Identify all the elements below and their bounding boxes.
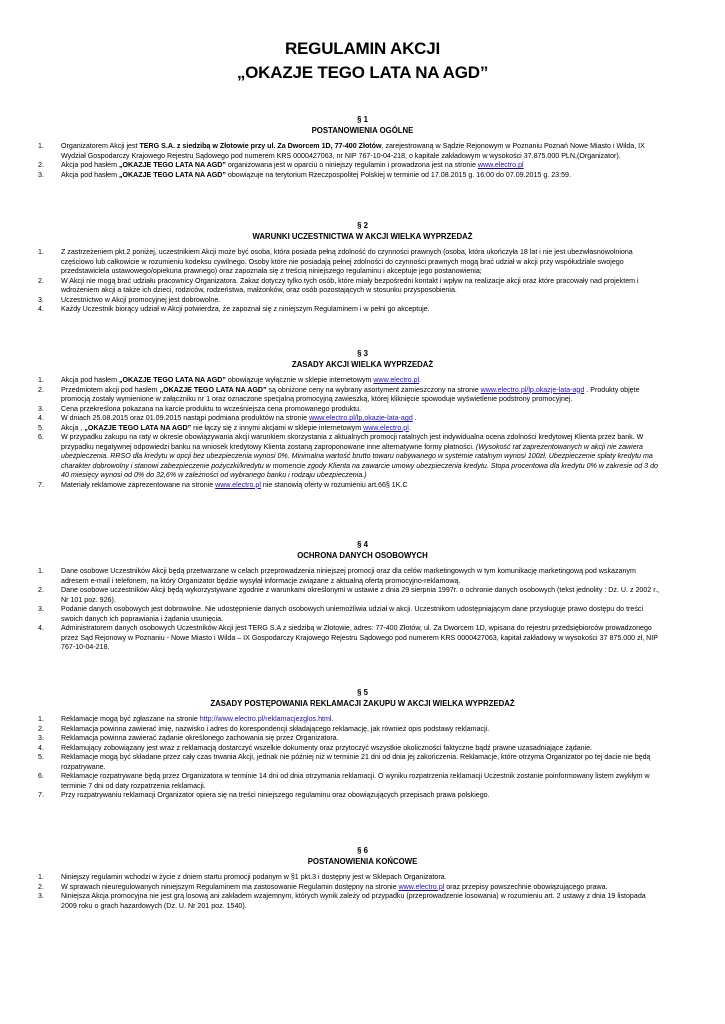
text-run: obowiązuje wyłącznie w sklepie internetowym (225, 376, 374, 384)
document-title-line2: „OKAZJE TEGO LATA NA AGD” (236, 63, 489, 82)
text-run: . (419, 376, 422, 384)
section-list (0, 715, 725, 801)
list-item-text (61, 277, 639, 295)
list-item (0, 277, 725, 296)
text-run: Każdy Uczestnik biorący udział w Akcji potwierdza, że zapoznał się z niniejszym Regulaminem i w pełni go akceptuje. (61, 305, 430, 313)
text-run: Akcja , (61, 423, 85, 432)
section-heading (0, 539, 725, 561)
text-run: obowiązuje na terytorium Rzeczpospolitej Polskiej w terminie od 17.08.2015 g. 16:00 do 07.09.2015 g. 23:59. (225, 170, 571, 179)
list-item-text (61, 161, 524, 169)
list-item-number: 1. (38, 142, 44, 150)
section-title: OCHRONA DANYCH OSOBOWYCH (297, 551, 428, 560)
list-item-text (61, 791, 490, 799)
list-item-text (61, 481, 408, 489)
section-5 (0, 687, 725, 801)
list-item-text (61, 248, 633, 275)
text-run: . Produkty objęte promocją zostały wymienione w załączniku nr 1 oraz oznaczone specjalną promocyjną zawieszką, której kliknięcie spowoduje wyświetlenie podstrony promocyjnej. (61, 385, 640, 403)
list-item-number: 5. (38, 753, 44, 761)
list-item-number: 1. (38, 873, 44, 881)
list-item-text (61, 883, 608, 891)
section-1 (0, 114, 725, 180)
list-item (0, 744, 725, 754)
text-run: oraz przepisy powszechnie obowiązującego prawa. (444, 882, 608, 891)
list-item (0, 386, 725, 405)
list-item (0, 725, 725, 735)
list-item (0, 753, 725, 772)
list-item-text (61, 892, 646, 910)
section-2 (0, 220, 725, 315)
text-run: nie łączy się z innymi akcjami w sklepie internetowym (191, 423, 364, 432)
section-title: ZASADY AKCJI WIELKA WYPRZEDAŻ (291, 360, 434, 369)
list-item (0, 376, 725, 386)
list-item-number: 1. (38, 376, 44, 384)
list-item (0, 414, 725, 424)
list-item-number: 4. (38, 414, 44, 422)
list-item (0, 567, 725, 586)
list-item (0, 424, 725, 434)
list-item (0, 296, 725, 306)
text-run: Reklamujący zobowiązany jest wraz z reklamacją dostarczyć wszelkie dokumenty oraz przytoczyć wszystkie okoliczności faktyczne bądź prawne uzasadniające żądanie. (61, 743, 593, 752)
list-item-text (61, 405, 361, 413)
bold-text: „OKAZJE TEGO LATA NA AGD” (118, 161, 226, 169)
text-run: Niniejsza Akcja promocyjna nie jest grą losową ani zakładem wzajemnym, których wynik zależy od przypadku (przeprowadzenie losowania) w rozumieniu art. 2 ustawy z dnia 19 listopada 2009 roku o grach hazardowych (Dz. U. Nr 201 poz. 1540). (61, 892, 646, 910)
list-item-number: 2. (38, 882, 44, 891)
list-item-number: 3. (38, 295, 44, 304)
text-run: Administratorem danych osobowych Uczestników Akcji jest TERG S.A z siedzibą w Złotowie, adres: 77-400 Złotów, ul. Za Dworcem 1D, wpisana do rejestru przedsiębiorców prowadzonego przez Sąd Rejonowy w Poznaniu - Nowe Miasto i Wilda – IX Gospodarczy Krajowego Rejestru Sądowego pod numerem KRS 0000427063, kapitał zakładowy w wysokości 37 875.000 zł, NIP 767-10-04-218. (61, 624, 658, 651)
section-heading (0, 114, 725, 136)
text-run: W dniach 25.08.2015 oraz 01.09.2015 nastąpi podmiana produktów na stronie (61, 414, 310, 422)
list-item-number: 5. (38, 423, 44, 432)
list-item-number: 1. (38, 715, 44, 723)
section-title: POSTANOWIENIA KOŃCOWE (307, 857, 418, 866)
list-item (0, 605, 725, 624)
list-item-number: 3. (38, 605, 44, 613)
section-number: § 3 (357, 349, 368, 358)
list-item (0, 734, 725, 744)
bold-text: „OKAZJE TEGO LATA NA AGD” (84, 423, 192, 432)
text-run: Niniejszy regulamin wchodzi w życie z dniem startu promocji podanym w §1 pkt.3 i dostępny jest w Sklepach Organizatora. (61, 873, 447, 881)
text-run: organizowana jest w oparciu o niniejszy regulamin i prowadzona jest na stronie (225, 161, 478, 169)
text-run: Przedmiotem akcji pod hasłem (61, 385, 160, 394)
list-item-text (61, 386, 640, 404)
list-item (0, 433, 725, 481)
text-run: Reklamacje rozpatrywane będą przez Organizatora w terminie 14 dni od dnia otrzymania reklamacji. O wyniku rozpatrzenia reklamacji Uczestnik zostanie poinformowany listem zwykłym w terminie 7 dni od daty rozpatrzenia reklamacji. (61, 772, 650, 790)
list-item-number: 2. (38, 385, 44, 394)
section-number: § 5 (357, 688, 368, 697)
list-item-text (61, 772, 650, 790)
list-item-number: 4. (38, 305, 44, 313)
list-item-text (61, 586, 659, 604)
text-run: Dane osobowe Uczestników Akcji będą przetwarzane w celach przeprowadzenia niniejszej promocji oraz dla celów marketingowych w tym komunikację marketingową pod wskazanym adresem e-mail i telefonem, na który Organizator będzie wysyłał informacje związane z aktualną ofertą promocyjno-reklamową. (61, 567, 636, 585)
section-3 (0, 348, 725, 490)
list-item (0, 873, 725, 883)
list-item-number: 3. (38, 892, 44, 900)
text-run: Organizatorem Akcji jest (61, 142, 140, 150)
text-run: Przy rozpatrywaniu reklamacji Organizator opiera się na treści niniejszego regulaminu oraz obowiązujących przepisach prawa polskiego. (61, 791, 490, 799)
text-run: , zarejestrowaną w Sądzie Rejonowym w Poznaniu Poznań Nowe Miasto i Wilda, IX Wydział Gospodarczy Krajowego Rejestru Sądowego pod numerem KRS 0000427063, nr NIP 767-10-04-218, o kapitale zakładowym w wysokości 37.875.000 PLN,(Organizator). (61, 142, 645, 160)
text-run: Akcja pod hasłem (61, 170, 119, 179)
section-list (0, 567, 725, 653)
text-run: Podanie danych osobowych jest dobrowolne. Nie udostępnienie danych osobowych uniemożliwia udział w akcji. Uczestnikom udostępniającym dane przysługuje prawo dostępu do treści swoich danych ich poprawiania i żądania usunięcia. (61, 605, 644, 623)
section-heading (0, 845, 725, 867)
list-item-text (61, 605, 643, 623)
list-item-number: 4. (38, 743, 44, 752)
list-item (0, 161, 725, 171)
text-run: Dane osobowe uczestników Akcji będą wykorzystywane zgodnie z warunkami określonymi w ustawie z dnia 29 sierpnia 1997r. o ochronie danych osobowych (tekst jednolity : Dz. U. z 2002 r., Nr 101 poz. 926). (61, 586, 660, 604)
link[interactable]: www.electro.pl/lp,okazje-lata-agd (480, 385, 585, 394)
section-title: ZASADY POSTĘPOWANIA REKLAMACJI ZAKUPU W AKCJI WIELKA WYPRZEDAŻ (210, 699, 515, 708)
list-item (0, 883, 725, 893)
text-run: Akcja pod hasłem (61, 376, 119, 384)
document-title-line1: REGULAMIN AKCJI (284, 39, 441, 58)
link[interactable]: www.electro.pl (398, 882, 445, 891)
bold-text: „OKAZJE TEGO LATA NA AGD” (159, 385, 267, 394)
section-number: § 4 (357, 540, 368, 549)
list-item (0, 405, 725, 415)
list-item-number: 2. (38, 161, 44, 169)
bold-text: „OKAZJE TEGO LATA NA AGD” (118, 376, 226, 384)
section-title: WARUNKI UCZESTNICTWA W AKCJI WIELKA WYPRZEDAŻ (252, 232, 473, 241)
text-run: nie stanowią oferty w rozumieniu art.66§ 1K.C (260, 480, 408, 489)
section-number: § 6 (357, 846, 368, 855)
list-item (0, 305, 725, 315)
link[interactable]: www.electro.pl/lp,okazje-lata-agd (309, 414, 413, 422)
list-item (0, 171, 725, 181)
list-item-text (61, 624, 658, 651)
section-list (0, 248, 725, 315)
list-item (0, 892, 725, 911)
text-run: W sprawach nieuregulowanych niniejszym Regulaminem ma zastosowanie Regulamin dostępny na stronie (61, 882, 399, 891)
list-item-text (61, 433, 658, 479)
section-4 (0, 539, 725, 653)
section-heading (0, 687, 725, 709)
bold-text: „OKAZJE TEGO LATA NA AGD” (118, 170, 226, 179)
list-item-number: 3. (38, 734, 44, 742)
text-run: Reklamacje mogą być zgłaszane na stronie (61, 715, 200, 723)
text-run: Reklamacja powinna zawierać żądanie określonego zachowania się przez Organizatora. (61, 734, 339, 742)
list-item-text (61, 171, 571, 179)
text-run: . (408, 423, 411, 432)
text-run: Akcja pod hasłem (61, 161, 119, 169)
list-item-text (61, 305, 430, 313)
list-item (0, 142, 725, 161)
link[interactable]: www.electro.pl (363, 423, 409, 432)
text-run: W przypadku zakupu na raty w okresie obowiązywania akcji warunkiem skorzystania z aktualnych promocji ratalnych jest indywidualna ocena zdolności kredytowej Klienta przez bank. W przypadku negatywnej odpowiedzi banku na wniosek kredytowy Klienta zostaną zaproponowane inne alternatywne formy płatności. (61, 433, 644, 451)
list-item-number: 2. (38, 724, 44, 733)
text-run: Materiały reklamowe zaprezentowane na stronie (61, 480, 216, 489)
list-item (0, 772, 725, 791)
list-item (0, 624, 725, 653)
list-item-number: 2. (38, 586, 44, 594)
list-item (0, 248, 725, 277)
link[interactable]: www.electro.pl (477, 161, 524, 169)
link[interactable]: www.electro.pl (373, 376, 420, 384)
text-run: Reklamacje mogą być składane przez cały czas trwania Akcji, jednak nie później niż w terminie 21 dni od dnia jej zakończenia. Reklamacje, które otrzyma Organizator po tej dacie nie będą rozpatrywane. (61, 753, 651, 771)
section-number: § 1 (357, 115, 368, 124)
list-item-number: 3. (38, 170, 44, 179)
list-item-text (61, 715, 333, 723)
list-item-text (61, 744, 592, 752)
list-item (0, 715, 725, 725)
list-item-number: 1. (38, 248, 44, 256)
list-item-text (61, 753, 650, 771)
section-list (0, 873, 725, 911)
list-item-text (61, 424, 411, 432)
list-item-number: 2. (38, 276, 44, 285)
section-title: POSTANOWIENIA OGÓLNE (311, 126, 414, 135)
list-item-number: 4. (38, 624, 44, 632)
italic-note: (Wysokość rat zaprezentowanych w akcji nie zawiera ubezpieczenia. RRSO dla kredytu w opcji bez ubezpieczenia wynosi 0%. Minimalna wartość brutto towaru nabywanego w systemie ratalnym wynosi 100zł. Ubezpieczenie spłaty kredytu ma charakter dobrowolny i stanowi zabezpieczenie pożyczki/kredytu w momencie zgody Klienta na zawarcie umowy ubezpieczenia kredytu. Stopa procentowa dla kredytu 0% w zakresie od 3 do 40 miesięcy wynosi od 0% do 32,6% w zależności od wybranego banku i rodzaju ubezpieczenia.) (61, 442, 658, 479)
text-run: W Akcji nie mogą brać udziału pracownicy Organizatora. Zakaz dotyczy tylko tych osób, które miały bezpośredni kontakt i wpływ na realizacje akcji oraz które pracowały nad projektem i wdrożeniem akcji a także ich dzieci, rodziców, rodzeństwa, małżonków, oraz osób pozostających w stosunku przysposobienia. (61, 276, 639, 294)
text-run: . (412, 414, 417, 422)
text-run: Z zastrzeżeniem pkt.2 poniżej, uczestnikiem Akcji może być osoba, która posiada pełną zdolność do czynności prawnych (osoba, która ukończyła 18 lat i nie jest ubezwłasnowolniona częściowo lub całkowicie w rozumieniu kodeksu cywilnego. Osoby które nie posiadają pełnej zdolności do czynności prawnych mogą brać udział w akcji przy współudziale swojego przedstawiciela ustawowego/opiekuna prawnego) oraz zapoznała się z treścią niniejszego regulaminu i akceptuje jego postanowienia; (61, 248, 633, 275)
list-item-text (61, 296, 220, 304)
list-item-text (61, 873, 447, 881)
list-item-text (61, 142, 645, 160)
list-item-number: 3. (38, 404, 44, 413)
list-item-text (61, 567, 636, 585)
list-item (0, 481, 725, 491)
section-list (0, 376, 725, 490)
section-heading (0, 220, 725, 242)
list-item-number: 6. (38, 433, 44, 441)
section-heading (0, 348, 725, 370)
link[interactable]: www.electro.pl (215, 480, 261, 489)
link[interactable]: http://www.electro.pl/reklamacjezglos.html (199, 715, 332, 723)
list-item-number: 1. (38, 567, 44, 575)
list-item (0, 586, 725, 605)
section-list (0, 142, 725, 180)
list-item-number: 6. (38, 772, 44, 780)
list-item-text (61, 734, 339, 742)
list-item-text (61, 376, 421, 384)
section-6 (0, 845, 725, 911)
list-item-number: 7. (38, 480, 44, 489)
list-item-text (61, 414, 417, 422)
text-run: Uczestnictwo w Akcji promocyjnej jest dobrowolne. (61, 295, 221, 304)
list-item (0, 791, 725, 801)
list-item-text (61, 725, 489, 733)
section-number: § 2 (357, 221, 368, 230)
text-run: są obniżone ceny na wybrany asortyment zamieszczony na stronie (266, 385, 481, 394)
bold-text: TERG S.A. z siedzibą w Złotowie przy ul. Za Dworcem 1D, 77-400 Złotów (139, 142, 382, 150)
text-run: . (331, 715, 334, 723)
list-item-number: 7. (38, 791, 44, 799)
text-run: Cena przekreślona pokazana na karcie produktu to wcześniejsza cena promowanego produktu. (61, 404, 362, 413)
text-run: Reklamacja powinna zawierać imię, nazwisko i adres do korespondencji składającego reklamację, jak również opis podstawy reklamacji. (61, 724, 490, 733)
